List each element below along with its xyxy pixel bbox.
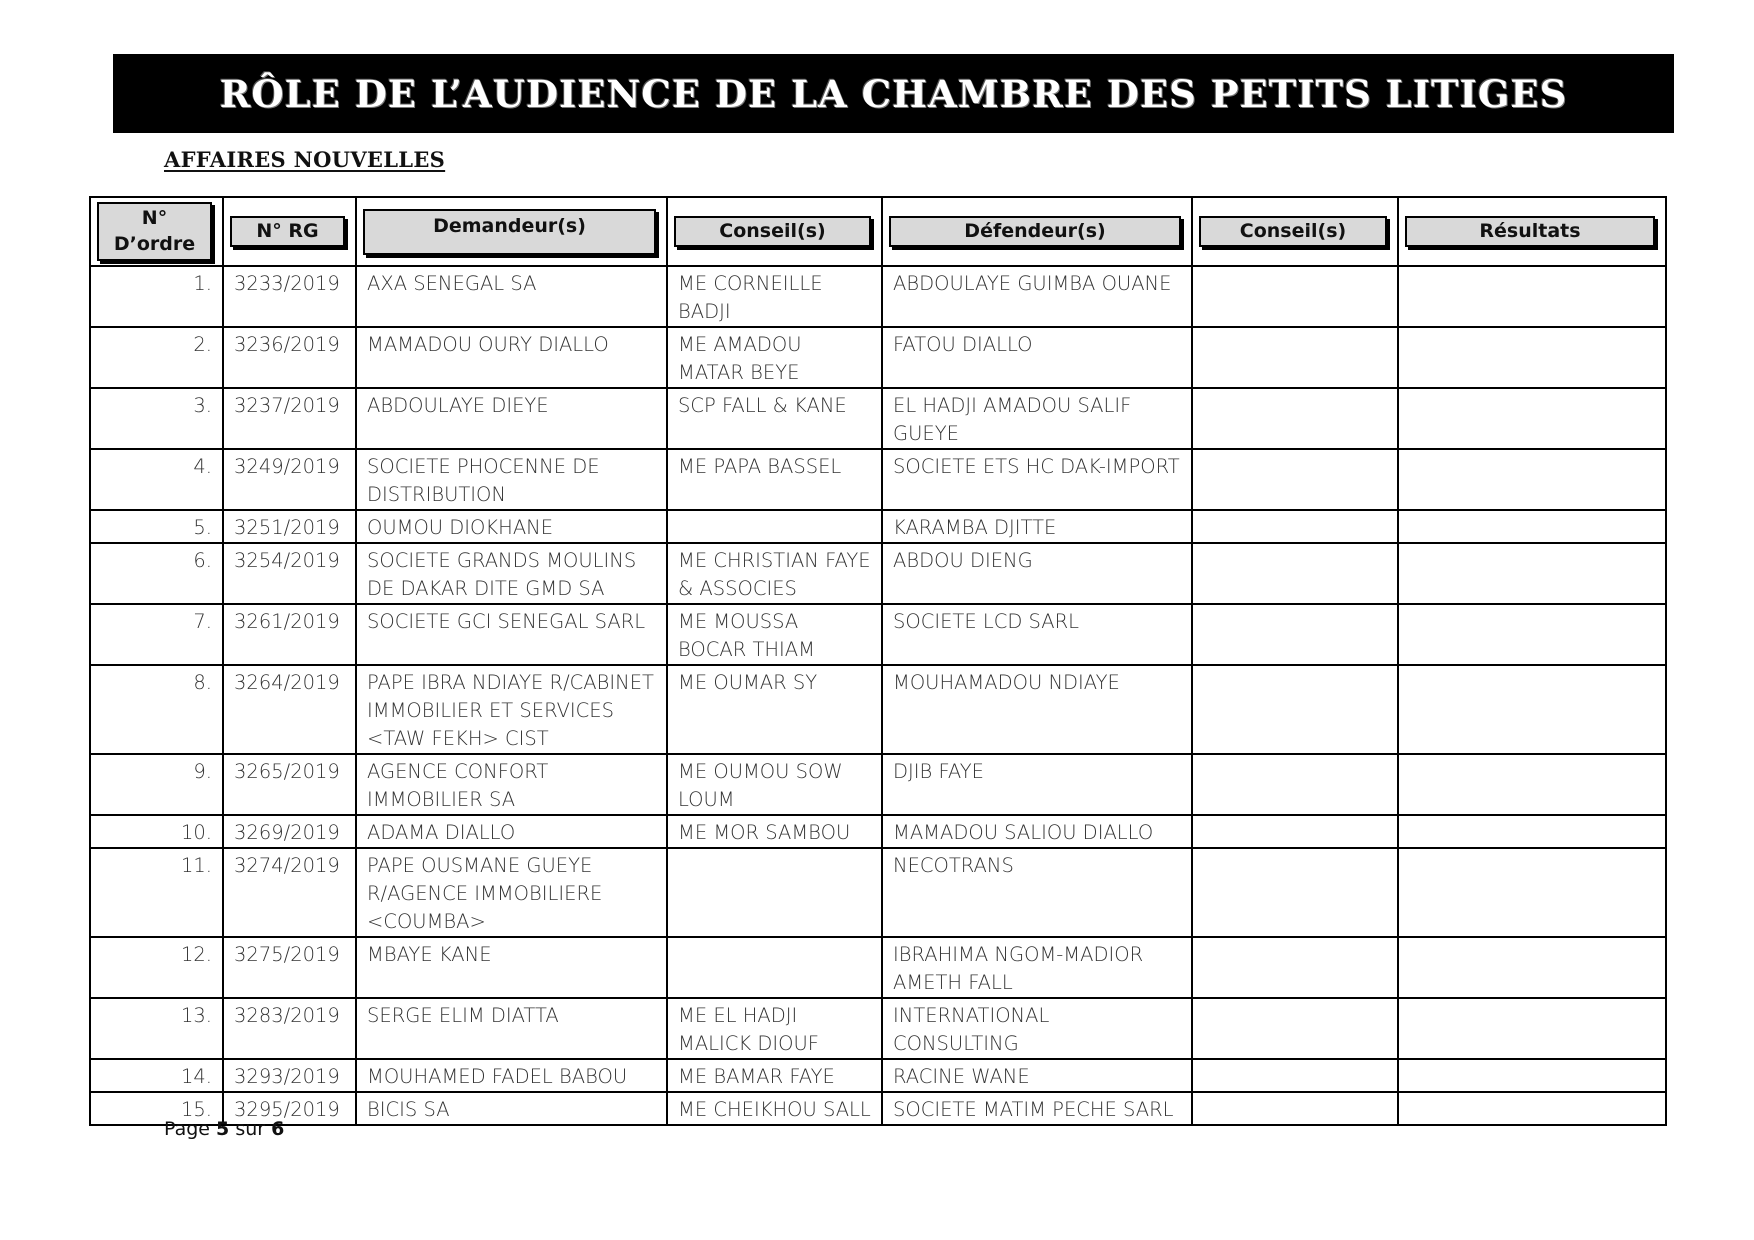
- row-conseil-demandeur: ME OUMOU SOW LOUM: [667, 754, 882, 815]
- row-rg: 3274/2019: [223, 848, 356, 937]
- header-order: [90, 197, 223, 266]
- row-conseil-demandeur: ME CHRISTIAN FAYE & ASSOCIES: [667, 543, 882, 604]
- row-conseil-defendeur: [1192, 998, 1398, 1059]
- row-demandeur: PAPE IBRA NDIAYE R/CABINET IMMOBILIER ET SERVICES <TAW FEKH> CIST: [356, 665, 667, 754]
- row-number: 10.: [90, 815, 223, 848]
- row-conseil-defendeur: [1192, 1092, 1398, 1125]
- row-defendeur: MAMADOU SALIOU DIALLO: [882, 815, 1192, 848]
- row-rg: 3237/2019: [223, 388, 356, 449]
- row-defendeur: EL HADJI AMADOU SALIF GUEYE: [882, 388, 1192, 449]
- row-resultat: [1398, 815, 1666, 848]
- row-defendeur: FATOU DIALLO: [882, 327, 1192, 388]
- table-header-row: [90, 197, 1666, 266]
- row-rg: 3264/2019: [223, 665, 356, 754]
- table-body: [90, 266, 1666, 1125]
- header-conseil-demandeur-box: Conseil(s): [674, 216, 871, 247]
- document-title: RÔLE DE L’AUDIENCE DE LA CHAMBRE DES PETITS LITIGES: [219, 71, 1568, 116]
- row-number: 12.: [90, 937, 223, 998]
- row-defendeur: IBRAHIMA NGOM-MADIOR AMETH FALL: [882, 937, 1192, 998]
- title-banner: [113, 54, 1674, 133]
- row-rg: 3236/2019: [223, 327, 356, 388]
- row-rg: 3265/2019: [223, 754, 356, 815]
- row-demandeur: OUMOU DIOKHANE: [356, 510, 667, 543]
- table-row: [90, 815, 1666, 848]
- row-conseil-defendeur: [1192, 754, 1398, 815]
- row-conseil-defendeur: [1192, 266, 1398, 327]
- row-conseil-demandeur: ME EL HADJI MALICK DIOUF: [667, 998, 882, 1059]
- header-demandeur: [356, 197, 667, 266]
- row-resultat: [1398, 388, 1666, 449]
- row-rg: 3233/2019: [223, 266, 356, 327]
- row-rg: 3251/2019: [223, 510, 356, 543]
- header-resultats: [1398, 197, 1666, 266]
- row-rg: 3249/2019: [223, 449, 356, 510]
- row-defendeur: RACINE WANE: [882, 1059, 1192, 1092]
- row-demandeur: SOCIETE PHOCENNE DE DISTRIBUTION: [356, 449, 667, 510]
- row-demandeur: PAPE OUSMANE GUEYE R/AGENCE IMMOBILIERE <COUMBA>: [356, 848, 667, 937]
- row-conseil-defendeur: [1192, 388, 1398, 449]
- header-order-line2: D’ordre: [113, 233, 196, 255]
- row-demandeur: AGENCE CONFORT IMMOBILIER SA: [356, 754, 667, 815]
- row-demandeur: SOCIETE GRANDS MOULINS DE DAKAR DITE GMD SA: [356, 543, 667, 604]
- row-rg: 3261/2019: [223, 604, 356, 665]
- header-resultats-box: Résultats: [1405, 216, 1655, 247]
- row-defendeur: NECOTRANS: [882, 848, 1192, 937]
- row-conseil-demandeur: ME PAPA BASSEL: [667, 449, 882, 510]
- row-number: 4.: [90, 449, 223, 510]
- row-conseil-demandeur: ME MOR SAMBOU: [667, 815, 882, 848]
- row-demandeur: SERGE ELIM DIATTA: [356, 998, 667, 1059]
- row-demandeur: AXA SENEGAL SA: [356, 266, 667, 327]
- row-demandeur: ADAMA DIALLO: [356, 815, 667, 848]
- row-number: 15.: [90, 1092, 223, 1125]
- row-resultat: [1398, 1092, 1666, 1125]
- row-rg: 3295/2019: [223, 1092, 356, 1125]
- row-resultat: [1398, 665, 1666, 754]
- row-conseil-demandeur: [667, 510, 882, 543]
- row-demandeur: MAMADOU OURY DIALLO: [356, 327, 667, 388]
- row-resultat: [1398, 543, 1666, 604]
- table-row: [90, 848, 1666, 937]
- row-conseil-defendeur: [1192, 327, 1398, 388]
- row-conseil-demandeur: ME MOUSSA BOCAR THIAM: [667, 604, 882, 665]
- row-resultat: [1398, 604, 1666, 665]
- row-number: 3.: [90, 388, 223, 449]
- row-defendeur: ABDOU DIENG: [882, 543, 1192, 604]
- header-demandeur-box: Demandeur(s): [363, 209, 656, 255]
- row-conseil-demandeur: ME OUMAR SY: [667, 665, 882, 754]
- table-row: [90, 327, 1666, 388]
- page-of-label: sur: [235, 1118, 266, 1140]
- table-row: [90, 937, 1666, 998]
- row-conseil-demandeur: SCP FALL & KANE: [667, 388, 882, 449]
- row-conseil-demandeur: [667, 937, 882, 998]
- row-conseil-defendeur: [1192, 1059, 1398, 1092]
- row-demandeur: BICIS SA: [356, 1092, 667, 1125]
- row-rg: 3269/2019: [223, 815, 356, 848]
- row-rg: 3275/2019: [223, 937, 356, 998]
- header-conseil-defendeur-box: Conseil(s): [1199, 216, 1387, 247]
- row-conseil-defendeur: [1192, 543, 1398, 604]
- row-defendeur: MOUHAMADOU NDIAYE: [882, 665, 1192, 754]
- table-row: [90, 266, 1666, 327]
- row-conseil-defendeur: [1192, 604, 1398, 665]
- page-total: 6: [271, 1118, 285, 1140]
- row-resultat: [1398, 510, 1666, 543]
- row-defendeur: ABDOULAYE GUIMBA OUANE: [882, 266, 1192, 327]
- row-resultat: [1398, 449, 1666, 510]
- row-conseil-demandeur: [667, 848, 882, 937]
- table-row: [90, 1059, 1666, 1092]
- row-number: 8.: [90, 665, 223, 754]
- row-defendeur: SOCIETE MATIM PECHE SARL: [882, 1092, 1192, 1125]
- row-number: 5.: [90, 510, 223, 543]
- header-defendeur-box: Défendeur(s): [889, 216, 1181, 247]
- header-order-box: [97, 202, 212, 261]
- page-footer: [164, 1118, 284, 1140]
- table-row: [90, 510, 1666, 543]
- table-row: [90, 449, 1666, 510]
- row-number: 14.: [90, 1059, 223, 1092]
- table-row: [90, 543, 1666, 604]
- page-number: 5: [216, 1118, 230, 1140]
- header-conseil-defendeur: [1192, 197, 1398, 266]
- row-conseil-demandeur: ME BAMAR FAYE: [667, 1059, 882, 1092]
- row-conseil-demandeur: ME AMADOU MATAR BEYE: [667, 327, 882, 388]
- row-conseil-defendeur: [1192, 937, 1398, 998]
- row-defendeur: KARAMBA DJITTE: [882, 510, 1192, 543]
- header-defendeur: [882, 197, 1192, 266]
- row-rg: 3283/2019: [223, 998, 356, 1059]
- row-conseil-defendeur: [1192, 449, 1398, 510]
- row-conseil-defendeur: [1192, 510, 1398, 543]
- row-resultat: [1398, 937, 1666, 998]
- row-defendeur: SOCIETE ETS HC DAK-IMPORT: [882, 449, 1192, 510]
- row-conseil-demandeur: ME CORNEILLE BADJI: [667, 266, 882, 327]
- page-label: Page: [164, 1118, 210, 1140]
- row-resultat: [1398, 848, 1666, 937]
- table-row: [90, 388, 1666, 449]
- row-defendeur: INTERNATIONAL CONSULTING: [882, 998, 1192, 1059]
- row-demandeur: MOUHAMED FADEL BABOU: [356, 1059, 667, 1092]
- section-title: AFFAIRES NOUVELLES: [164, 147, 446, 172]
- row-conseil-demandeur: ME CHEIKHOU SALL: [667, 1092, 882, 1125]
- row-demandeur: MBAYE KANE: [356, 937, 667, 998]
- row-rg: 3254/2019: [223, 543, 356, 604]
- row-resultat: [1398, 998, 1666, 1059]
- row-resultat: [1398, 327, 1666, 388]
- row-number: 9.: [90, 754, 223, 815]
- table-row: [90, 1092, 1666, 1125]
- row-number: 7.: [90, 604, 223, 665]
- table-row: [90, 665, 1666, 754]
- row-conseil-defendeur: [1192, 848, 1398, 937]
- row-resultat: [1398, 754, 1666, 815]
- row-defendeur: SOCIETE LCD SARL: [882, 604, 1192, 665]
- row-rg: 3293/2019: [223, 1059, 356, 1092]
- row-resultat: [1398, 1059, 1666, 1092]
- row-conseil-defendeur: [1192, 665, 1398, 754]
- table-row: [90, 754, 1666, 815]
- row-demandeur: SOCIETE GCI SENEGAL SARL: [356, 604, 667, 665]
- row-number: 11.: [90, 848, 223, 937]
- row-number: 1.: [90, 266, 223, 327]
- table-row: [90, 998, 1666, 1059]
- row-number: 13.: [90, 998, 223, 1059]
- row-resultat: [1398, 266, 1666, 327]
- header-rg-box: N° RG: [230, 216, 345, 247]
- header-order-line1: N°: [141, 207, 168, 229]
- row-conseil-defendeur: [1192, 815, 1398, 848]
- row-number: 2.: [90, 327, 223, 388]
- header-conseil-demandeur: [667, 197, 882, 266]
- hearing-roll-table: [89, 196, 1667, 1126]
- header-rg: [223, 197, 356, 266]
- table-row: [90, 604, 1666, 665]
- row-number: 6.: [90, 543, 223, 604]
- row-demandeur: ABDOULAYE DIEYE: [356, 388, 667, 449]
- row-defendeur: DJIB FAYE: [882, 754, 1192, 815]
